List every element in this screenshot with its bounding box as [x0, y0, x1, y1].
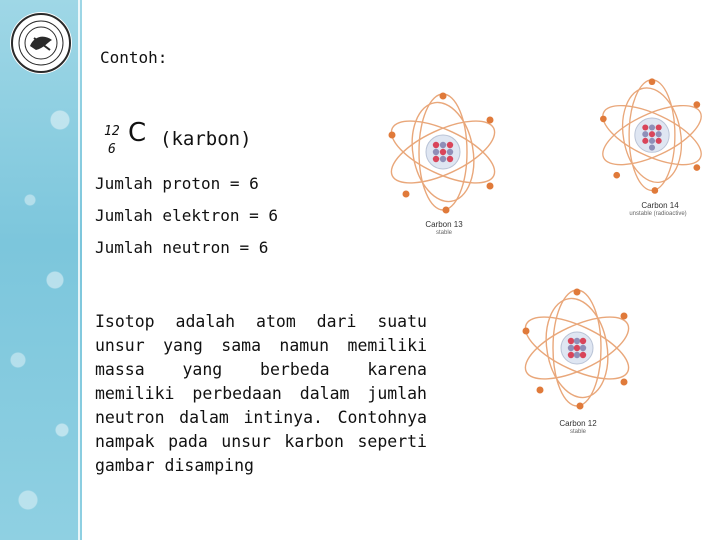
carbon-12-atom-diagram: [512, 286, 642, 420]
university-logo: [10, 12, 72, 74]
element-symbol: C: [128, 118, 147, 148]
carbon-12-atom-svg: [512, 286, 642, 416]
mass-number: 12: [104, 124, 120, 139]
proton-count: Jumlah proton = 6: [95, 174, 259, 193]
carbon-13-atom-svg: [378, 90, 508, 220]
electron-count: Jumlah elektron = 6: [95, 206, 279, 225]
carbon-14-label: Carbon 14: [641, 201, 679, 210]
neutron-count: Jumlah neutron = 6: [95, 238, 269, 257]
sidebar-divider: [78, 0, 80, 540]
carbon-14-atom-diagram: [590, 76, 714, 204]
carbon-13-sublabel: stable: [435, 230, 452, 236]
decorative-sidebar: [0, 0, 82, 540]
carbon-14-sublabel: unstable (radioactive): [629, 211, 687, 217]
atomic-number: 6: [108, 142, 116, 157]
carbon-14-atom-svg: [590, 76, 714, 200]
carbon-13-atom-diagram: [378, 90, 508, 224]
carbon-12-label: Carbon 12: [559, 419, 597, 428]
example-label: Contoh:: [100, 48, 168, 67]
isotope-paragraph: Isotop adalah atom dari suatu unsur yang sama namun memiliki massa yang berbeda karena memiliki perbedaan dalam jumlah neutron dalam intinya. Contohnya nampak pada unsur karbon seperti gambar disamping: [95, 312, 427, 475]
carbon-12-sublabel: stable: [569, 429, 586, 435]
element-name: (karbon): [160, 128, 252, 150]
carbon-13-label: Carbon 13: [425, 220, 463, 229]
